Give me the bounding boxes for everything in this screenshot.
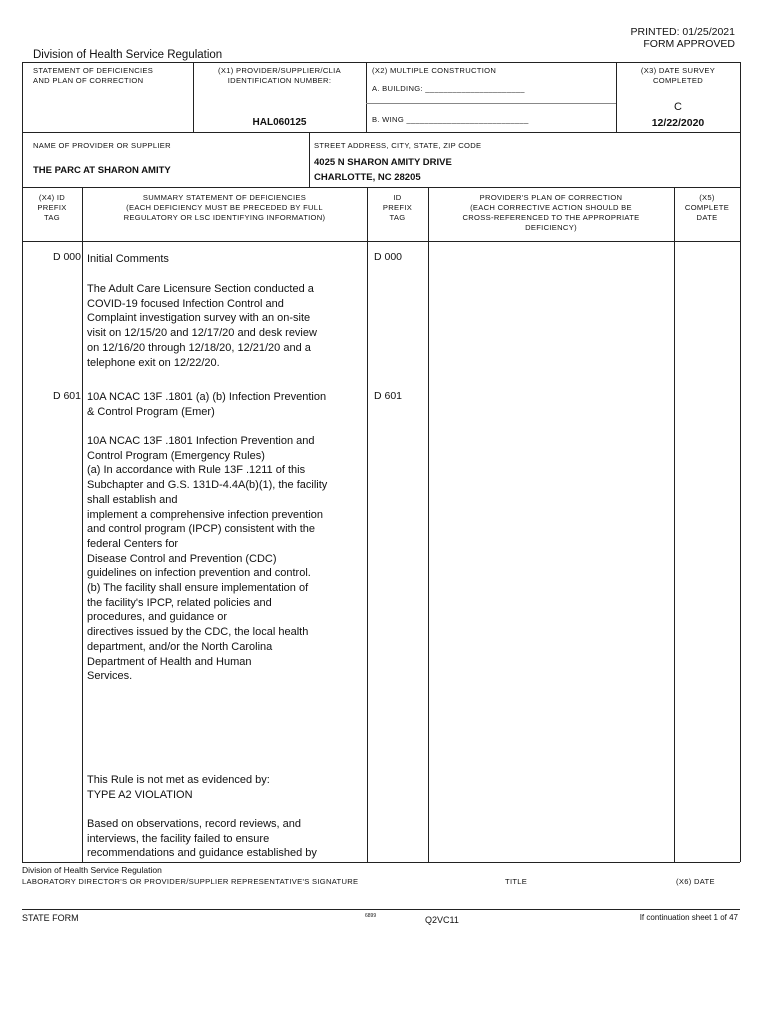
footer-division: Division of Health Service Regulation <box>22 865 162 875</box>
col-plan-header: PROVIDER'S PLAN OF CORRECTION (EACH CORRECTIVE ACTION SHOULD BE CROSS-REFERENCED TO THE APPROPRIATE DEFICIENCY) <box>462 193 640 232</box>
printed-date: PRINTED: 01/25/2021 <box>630 26 735 38</box>
title-label: TITLE <box>505 877 528 886</box>
provider-name-label: NAME OF PROVIDER OR SUPPLIER <box>33 141 171 150</box>
d000-tag: D 000 <box>52 251 81 263</box>
address-line2: CHARLOTTE, NC 28205 <box>314 172 421 183</box>
col-x4-header: (X4) ID PREFIX TAG <box>37 193 67 222</box>
col-id-header: ID PREFIX TAG <box>382 193 413 222</box>
x3-label: (X3) DATE SURVEY COMPLETED <box>640 66 716 85</box>
d601-based: Based on observations, record reviews, and interviews, the facility failed to ensure recommendations and guidance established by <box>87 818 317 860</box>
event-id: Q2VC11 <box>425 915 459 925</box>
d601-tag: D 601 <box>52 390 81 402</box>
address-line1: 4025 N SHARON AMITY DRIVE <box>314 157 452 168</box>
wing-label: B. WING ___________________________ <box>372 115 529 124</box>
form-approved: FORM APPROVED <box>643 38 735 50</box>
d601-text: 10A NCAC 13F .1801 Infection Prevention and Control Program (Emergency Rules) (a) In accordance with Rule 13F .1211 of this Subchapter and G.S. 131D-4.4A(b)(1), the facility shall establish and implement a comprehensive infection prevention and control program (IPCP) consistent with the federal Centers for Disease Control and Prevention (CDC) guidelines on infection prevention and control. (b) The facility shall ensure implementation of the facility's IPCP, related policies and procedures, and guidance or directives issued by the CDC, the local health department, and/or the North Carolina Department of Health and Human Services. <box>87 435 328 683</box>
form-number: 6899 <box>365 913 377 919</box>
x3-date: 12/22/2020 <box>651 117 705 129</box>
x2-label: (X2) MULTIPLE CONSTRUCTION <box>372 66 497 75</box>
continuation-sheet: If continuation sheet 1 of 47 <box>639 913 738 922</box>
x6-date-label: (X6) DATE <box>676 877 715 886</box>
division-title: Division of Health Service Regulation <box>33 49 223 61</box>
statement-label: STATEMENT OF DEFICIENCIES AND PLAN OF CORRECTION <box>33 66 154 85</box>
d000-title: Initial Comments <box>87 253 169 265</box>
col-x5-header: (X5) COMPLETE DATE <box>684 193 730 222</box>
d601-title: 10A NCAC 13F .1801 (a) (b) Infection Prevention & Control Program (Emer) <box>87 391 327 418</box>
signature-label: LABORATORY DIRECTOR'S OR PROVIDER/SUPPLIER REPRESENTATIVE'S SIGNATURE <box>22 877 359 886</box>
address-label: STREET ADDRESS, CITY, STATE, ZIP CODE <box>314 141 482 150</box>
x3-letter: C <box>674 101 682 113</box>
state-form-label: STATE FORM <box>22 913 79 923</box>
building-label: A. BUILDING: ______________________ <box>372 84 525 93</box>
provider-name: THE PARC AT SHARON AMITY <box>33 165 171 176</box>
x1-value: HAL060125 <box>252 117 307 128</box>
d601-rule: This Rule is not met as evidenced by: TYPE A2 VIOLATION <box>87 774 270 801</box>
d601-id: D 601 <box>374 390 403 402</box>
d000-id: D 000 <box>374 251 403 263</box>
col-summary-header: SUMMARY STATEMENT OF DEFICIENCIES (EACH DEFICIENCY MUST BE PRECEDED BY FULL REGULATORY OR LSC IDENTIFYING INFORMATION) <box>123 193 326 222</box>
x1-label: (X1) PROVIDER/SUPPLIER/CLIA IDENTIFICATION NUMBER: <box>218 66 341 85</box>
d000-text: The Adult Care Licensure Section conducted a COVID-19 focused Infection Control and Complaint investigation survey with an on-site visit on 12/15/20 and 12/17/20 and desk review on 12/16/20 through 12/18/20, 12/21/20 and a telephone exit on 12/22/20. <box>87 283 317 369</box>
